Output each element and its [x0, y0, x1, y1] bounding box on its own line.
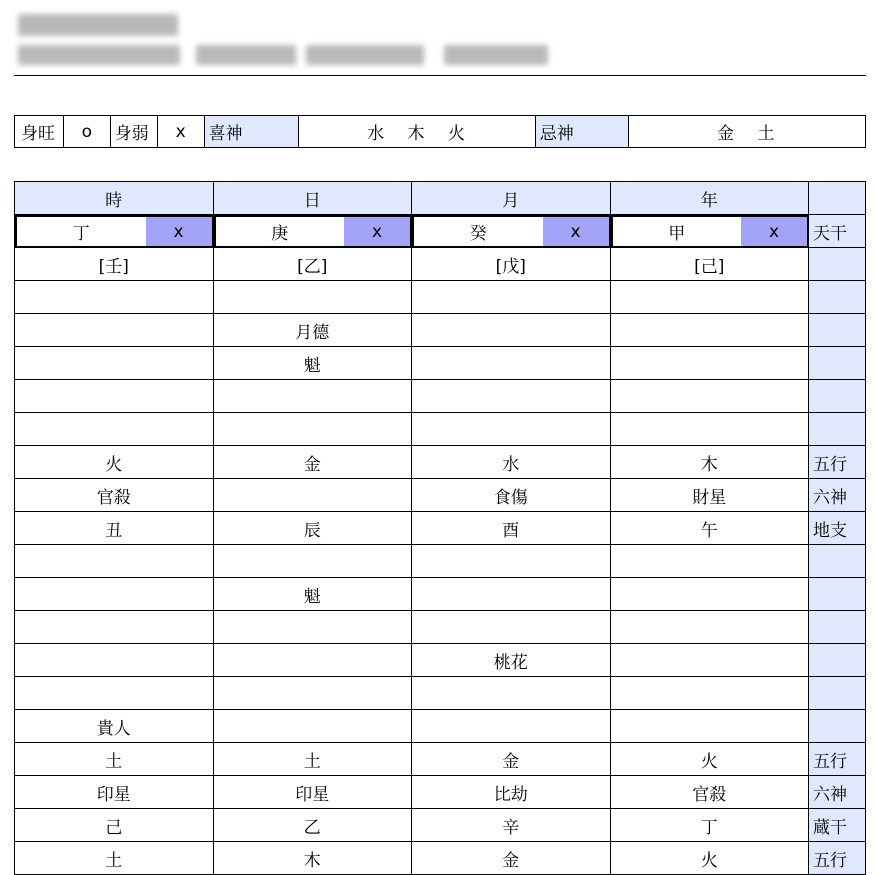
row-label: 五行	[809, 446, 866, 479]
table-cell	[214, 281, 413, 314]
lower-row	[15, 578, 866, 611]
table-cell	[15, 380, 214, 413]
hidden-stem-bracket-row	[15, 248, 866, 281]
table-cell	[15, 347, 214, 380]
favorable-label: 喜神	[205, 116, 300, 147]
table-cell	[611, 545, 810, 578]
row-label: 天干	[809, 215, 866, 248]
table-cell	[611, 347, 810, 380]
column-month: 月	[412, 182, 611, 215]
table-cell: 土	[15, 842, 214, 875]
table-cell: 土	[214, 743, 413, 776]
table-cell	[412, 314, 611, 347]
table-cell	[611, 314, 810, 347]
branch-value: 酉	[412, 512, 611, 545]
table-cell	[412, 545, 611, 578]
stem-row	[15, 215, 866, 248]
table-cell	[214, 644, 413, 677]
table-cell: 乙	[214, 809, 413, 842]
strong-value: o	[64, 116, 111, 147]
branch-row	[15, 512, 866, 545]
row-label-empty	[809, 611, 866, 644]
stem-mark: x	[543, 217, 609, 246]
row-label: 蔵干	[809, 809, 866, 842]
table-cell: 己	[15, 809, 214, 842]
table-cell: 辛	[412, 809, 611, 842]
row-label-empty	[809, 545, 866, 578]
branch-value: 丑	[15, 512, 214, 545]
table-cell: 官殺	[611, 776, 810, 809]
hidden-stems-row	[15, 809, 866, 842]
strong-label: 身旺	[15, 116, 64, 147]
upper-row	[15, 281, 866, 314]
branch-god-row	[15, 776, 866, 809]
table-cell	[214, 611, 413, 644]
unfavorable-label: 忌神	[536, 116, 629, 147]
stem-mark: x	[146, 217, 212, 246]
upper-row	[15, 347, 866, 380]
table-cell: 金	[214, 446, 413, 479]
table-cell	[412, 347, 611, 380]
row-label-empty	[809, 314, 866, 347]
table-cell	[15, 413, 214, 446]
row-label: 五行	[809, 842, 866, 875]
stem-value: 庚	[271, 224, 289, 244]
table-cell	[15, 611, 214, 644]
table-cell	[412, 413, 611, 446]
table-cell	[412, 281, 611, 314]
stem-value: 甲	[668, 224, 686, 244]
row-label-empty	[809, 380, 866, 413]
row-label: 六神	[809, 776, 866, 809]
lower-row	[15, 545, 866, 578]
table-cell: 比劫	[412, 776, 611, 809]
row-label-empty	[809, 710, 866, 743]
upper-row	[15, 380, 866, 413]
upper-row	[15, 314, 866, 347]
favorable-value: 水 木 火	[299, 116, 535, 147]
unfavorable-value: 金 土	[717, 124, 777, 144]
row-label-empty	[809, 281, 866, 314]
table-cell: 魁	[214, 347, 413, 380]
table-cell: 桃花	[412, 644, 611, 677]
table-cell	[15, 314, 214, 347]
weak-label: 身弱	[111, 116, 158, 147]
column-day: 日	[214, 182, 413, 215]
table-cell: 土	[15, 743, 214, 776]
table-cell: 火	[611, 842, 810, 875]
table-cell	[214, 710, 413, 743]
table-cell	[214, 413, 413, 446]
table-cell: 官殺	[15, 479, 214, 512]
table-cell	[611, 644, 810, 677]
row-label-empty	[809, 413, 866, 446]
upper-row	[15, 413, 866, 446]
table-cell	[611, 578, 810, 611]
row-label-empty	[809, 644, 866, 677]
hidden-element-row	[15, 842, 866, 875]
row-label: 地支	[809, 512, 866, 545]
column-hour: 時	[15, 182, 214, 215]
stem-mark: x	[344, 217, 410, 246]
table-cell	[15, 545, 214, 578]
stem-value: 癸	[469, 224, 487, 244]
lower-row	[15, 710, 866, 743]
table-cell: 金	[412, 842, 611, 875]
row-label: 五行	[809, 743, 866, 776]
table-cell: 貴人	[15, 710, 214, 743]
row-label-empty	[809, 182, 866, 215]
table-cell: 食傷	[412, 479, 611, 512]
table-cell	[412, 578, 611, 611]
row-label-empty	[809, 677, 866, 710]
table-cell: 魁	[214, 578, 413, 611]
table-cell	[214, 380, 413, 413]
table-cell: 金	[412, 743, 611, 776]
branch-element-row	[15, 743, 866, 776]
weak-value: x	[158, 116, 205, 147]
stem-god-row	[15, 479, 866, 512]
table-cell	[412, 677, 611, 710]
stem-cell	[611, 215, 810, 248]
table-cell	[611, 677, 810, 710]
table-cell: 水	[412, 446, 611, 479]
lower-row	[15, 644, 866, 677]
table-cell	[214, 479, 413, 512]
table-cell	[611, 380, 810, 413]
header-divider	[14, 75, 866, 76]
table-cell	[412, 710, 611, 743]
lower-row	[15, 677, 866, 710]
summary-bar	[14, 115, 866, 148]
table-cell	[611, 710, 810, 743]
table-cell	[611, 413, 810, 446]
row-label-empty	[809, 248, 866, 281]
table-cell	[611, 281, 810, 314]
table-cell	[611, 611, 810, 644]
table-cell	[15, 578, 214, 611]
row-label-empty	[809, 578, 866, 611]
table-cell: 火	[15, 446, 214, 479]
stem-value: 丁	[72, 224, 90, 244]
table-cell: 月德	[214, 314, 413, 347]
pillar-table	[14, 181, 866, 875]
column-year: 年	[611, 182, 810, 215]
table-cell	[214, 545, 413, 578]
table-cell: 木	[214, 842, 413, 875]
hidden-stem: [己]	[611, 248, 810, 281]
table-cell	[15, 281, 214, 314]
table-cell	[15, 644, 214, 677]
lower-row	[15, 611, 866, 644]
hidden-stem: [乙]	[214, 248, 413, 281]
stem-cell	[15, 215, 214, 248]
stem-cell	[412, 215, 611, 248]
stem-element-row	[15, 446, 866, 479]
table-cell	[15, 677, 214, 710]
table-cell: 財星	[611, 479, 810, 512]
branch-value: 午	[611, 512, 810, 545]
table-cell	[214, 677, 413, 710]
stem-cell	[214, 215, 413, 248]
table-cell: 印星	[15, 776, 214, 809]
table-cell	[412, 611, 611, 644]
table-cell	[412, 380, 611, 413]
hidden-stem: [壬]	[15, 248, 214, 281]
table-cell: 木	[611, 446, 810, 479]
table-cell: 印星	[214, 776, 413, 809]
stem-mark: x	[741, 217, 807, 246]
pillar-header-row	[15, 182, 866, 215]
table-cell: 丁	[611, 809, 810, 842]
branch-value: 辰	[214, 512, 413, 545]
table-cell: 火	[611, 743, 810, 776]
row-label: 六神	[809, 479, 866, 512]
hidden-stem: [戊]	[412, 248, 611, 281]
row-label-empty	[809, 347, 866, 380]
